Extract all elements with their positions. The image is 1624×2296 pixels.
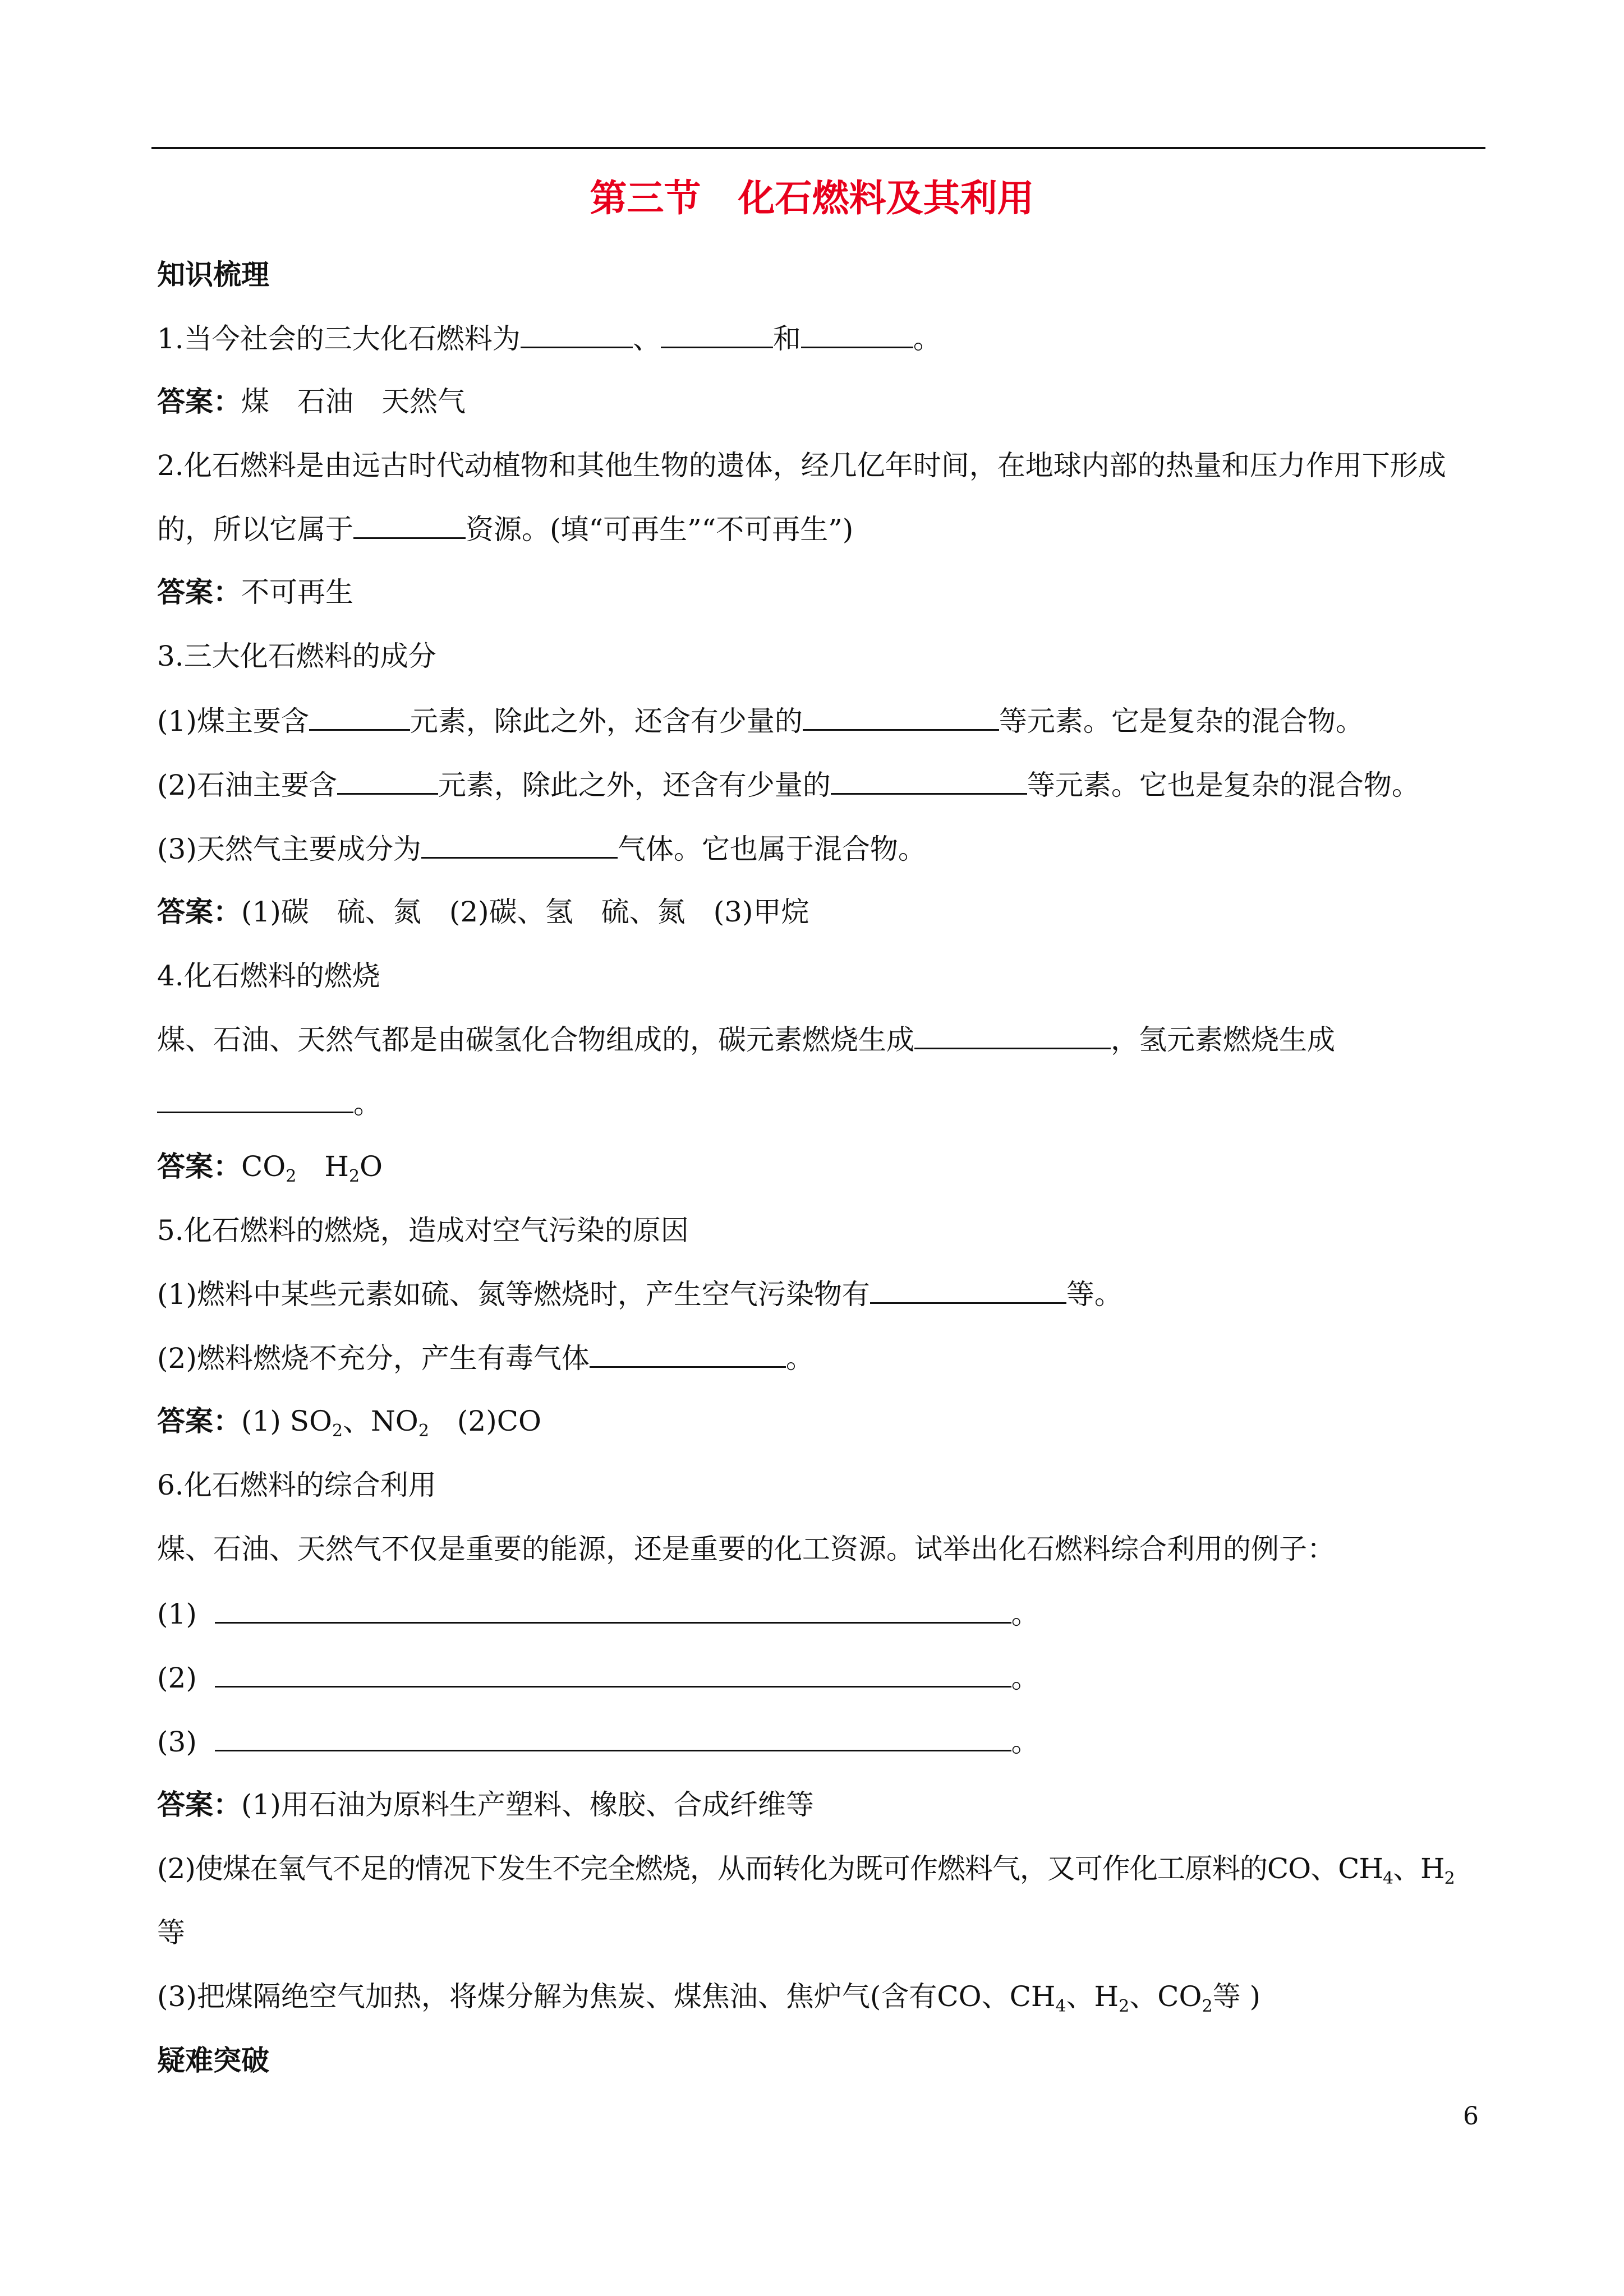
answer-label: 答案： [157,1788,241,1821]
q4-end: 。 [353,1087,381,1120]
q4-text: 煤、石油、天然气都是由碳氢化合物组成的，碳元素燃烧生成 [157,1023,914,1056]
subscript: 2 [332,1421,343,1441]
page-title: 第三节 化石燃料及其利用 [590,177,1034,220]
question-6-blank2 [157,1660,1039,1695]
subscript: 4 [1055,1997,1066,2016]
answer-text: 不可再生 [241,576,353,608]
q1-text: 1.当今社会的三大化石燃料为 [157,322,521,355]
formula-h2o: H [324,1150,349,1183]
q5-text: 等。 [1066,1278,1122,1311]
answer-text: (1)用石油为原料生产塑料、橡胶、合成纤维等 [241,1788,814,1821]
fill-blank[interactable] [421,831,618,859]
formula-h2o-o: O [360,1150,383,1183]
fill-blank[interactable] [215,1596,1011,1624]
question-6-blank1 [157,1596,1039,1631]
question-3-part3 [157,831,926,866]
fill-blank[interactable] [157,1086,353,1113]
question-3-heading: 3.三大化石燃料的成分 [157,640,436,672]
q3-text: 等元素。它是复杂的混合物。 [999,705,1364,737]
subscript: 2 [286,1167,297,1186]
q5-text: (1)燃料中某些元素如硫、氮等燃烧时，产生空气污染物有 [157,1278,870,1311]
question-4-line1 [157,1022,1335,1057]
answer-label: 答案： [157,1150,241,1183]
answer-5 [157,1404,541,1441]
page-number: 6 [1463,2102,1479,2131]
question-1 [157,321,941,356]
q3-text: 元素，除此之外，还含有少量的 [438,769,831,801]
q6-num: (2) [157,1662,197,1694]
answer-6-part2 [157,1852,1455,1888]
fill-blank[interactable] [870,1276,1066,1304]
q2-text: 的，所以它属于 [157,513,353,546]
question-2-line1: 2.化石燃料是由远古时代动植物和其他生物的遗体，经几亿年时间，在地球内部的热量和压力作用下形成 [157,449,1446,482]
answer-3 [157,895,809,929]
fill-blank[interactable] [309,703,410,731]
subscript: 4 [1382,1869,1393,1888]
q3-text: (3)天然气主要成分为 [157,833,421,865]
q3-text: 元素，除此之外，还含有少量的 [410,705,803,737]
answer-1 [157,385,466,418]
question-6-line1: 煤、石油、天然气不仅是重要的能源，还是重要的化工资源。试举出化石燃料综合利用的例子： [157,1533,1335,1565]
q5-text: (2)燃料燃烧不充分，产生有毒气体 [157,1342,590,1375]
subscript: 2 [1202,1997,1213,2016]
q1-sep: 、 [632,322,661,355]
q5-text: 。 [785,1342,814,1375]
answer-text: 、H [1066,1980,1119,2013]
answer-text: (1)碳 硫、氮 (2)碳、氢 硫、氮 (3)甲烷 [241,896,809,928]
subscript: 2 [1444,1869,1455,1888]
answer-2 [157,575,353,609]
subscript: 2 [1119,1997,1130,2016]
question-5-part1 [157,1276,1122,1311]
question-3-part2 [157,767,1420,802]
formula-no2: 、NO [343,1405,418,1437]
answer-4 [157,1150,383,1186]
answer-6-part3 [157,1980,1260,2016]
q1-end: 。 [913,322,941,355]
q4-text: ，氢元素燃烧生成 [1111,1023,1335,1056]
q6-end: 。 [1011,1598,1039,1630]
fill-blank[interactable] [215,1724,1011,1751]
fill-blank[interactable] [337,767,438,795]
q1-and: 和 [772,322,801,355]
subscript: 2 [348,1167,360,1186]
q6-num: (1) [157,1598,197,1630]
question-5-heading: 5.化石燃料的燃烧，造成对空气污染的原因 [157,1214,689,1247]
answer-text: (3)把煤隔绝空气加热，将煤分解为焦炭、煤焦油、焦炉气(含有CO、CH [157,1980,1056,2013]
q3-text: 等元素。它也是复杂的混合物。 [1027,769,1420,801]
question-4-line2 [157,1086,381,1121]
subscript: 2 [418,1421,429,1441]
answer-label: 答案： [157,576,241,608]
question-3-part1 [157,703,1364,738]
answer-text: 、H [1393,1852,1444,1885]
question-6-heading: 6.化石燃料的综合利用 [157,1469,436,1501]
header-rule [151,147,1485,149]
question-6-blank3 [157,1724,1039,1759]
formula-so2: (1) SO [241,1405,332,1437]
q3-text: 气体。它也属于混合物。 [617,833,926,865]
fill-blank[interactable] [914,1022,1111,1049]
answer-label: 答案： [157,385,241,418]
fill-blank[interactable] [803,703,999,731]
answer-text: 、CO [1129,1980,1202,2013]
q3-text: (1)煤主要含 [157,705,309,737]
answer-label: 答案： [157,896,241,928]
fill-blank[interactable] [215,1660,1011,1688]
question-5-part2 [157,1340,814,1375]
section-heading-difficulty: 疑难突破 [157,2044,269,2077]
fill-blank[interactable] [353,511,466,539]
formula-co2: CO [241,1150,286,1183]
q2-text-tail: 资源。(填“可再生”“不可再生”) [466,513,854,546]
answer-text: 煤 石油 天然气 [241,385,466,418]
formula-co: (2)CO [429,1405,541,1437]
q6-end: 。 [1011,1662,1039,1694]
answer-label: 答案： [157,1405,241,1437]
answer-text: (2)使煤在氧气不足的情况下发生不完全燃烧，从而转化为既可作燃料气，又可作化工原料的CO、CH [157,1852,1383,1885]
question-2-line2 [157,511,853,546]
section-heading-knowledge: 知识梳理 [157,259,269,291]
answer-text: 等 ) [1212,1980,1260,2013]
fill-blank[interactable] [590,1340,786,1368]
fill-blank[interactable] [661,321,773,348]
q6-num: (3) [157,1726,197,1758]
answer-6-part2-end: 等 [157,1916,185,1949]
fill-blank[interactable] [801,321,913,348]
question-4-heading: 4.化石燃料的燃烧 [157,960,380,992]
answer-6-part1 [157,1788,814,1822]
fill-blank[interactable] [521,321,633,348]
q3-text: (2)石油主要含 [157,769,337,801]
fill-blank[interactable] [831,767,1027,795]
q6-end: 。 [1011,1726,1039,1758]
